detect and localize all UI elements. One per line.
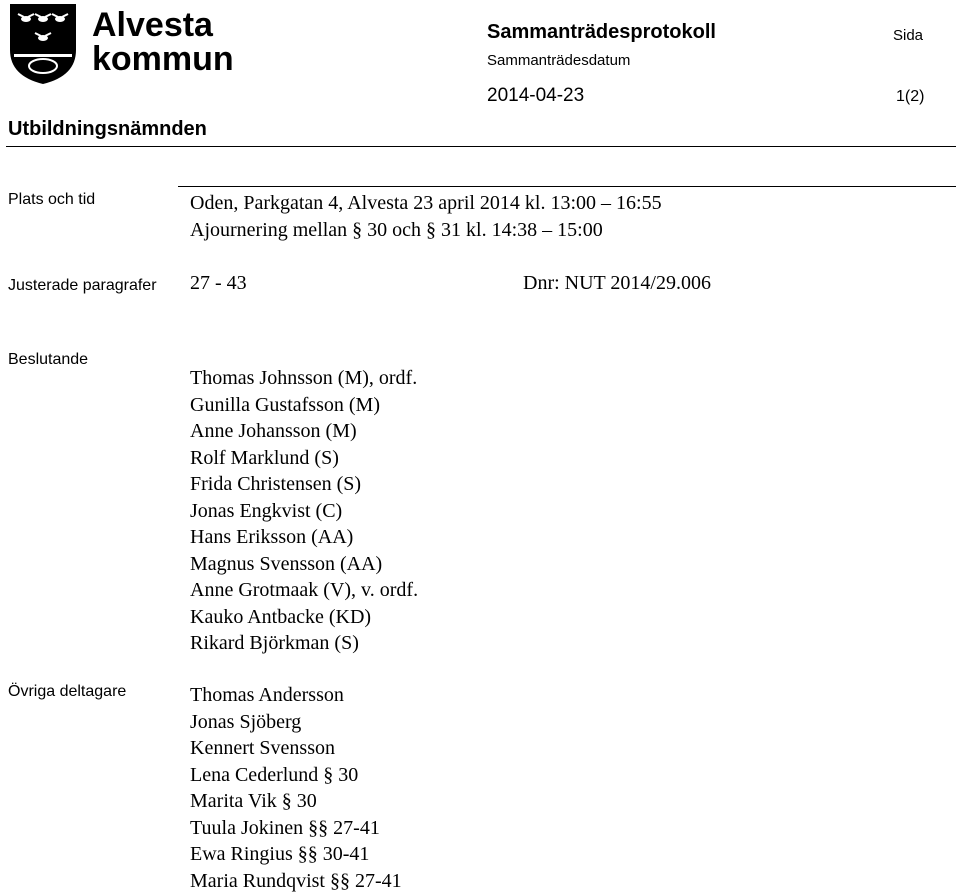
page-label: Sida: [893, 27, 924, 44]
list-item: Lena Cederlund § 30: [190, 763, 359, 786]
section-divider: [178, 186, 956, 187]
list-item: Rolf Marklund (S): [190, 446, 339, 469]
list-item: Maria Rundqvist §§ 27-41: [190, 869, 402, 892]
list-item: Tuula Jokinen §§ 27-41: [190, 816, 380, 839]
list-item: Marita Vik § 30: [190, 790, 317, 812]
list-item: Gunilla Gustafsson (M): [190, 393, 380, 416]
list-item: Thomas Johnsson (M), ordf.: [190, 367, 418, 389]
committee-name: Utbildningsnämnden: [8, 118, 207, 140]
list-item: Rikard Björkman (S): [190, 632, 359, 654]
list-item: Kennert Svensson: [190, 737, 335, 759]
list-item: Frida Christensen (S): [190, 473, 362, 495]
deciding-members-list: [190, 365, 418, 657]
alvesta-kommun-logo: [8, 2, 248, 86]
logo-text-alvesta: Alvesta: [92, 6, 213, 44]
list-item: Thomas Andersson: [190, 684, 344, 706]
meeting-date-label: Sammanträdesdatum: [487, 52, 631, 69]
deciding-label: Beslutande: [8, 351, 89, 368]
place-label: Plats och tid: [8, 191, 96, 208]
paragraphs-value: 27 - 43: [190, 272, 247, 294]
adjournment-time: Ajournering mellan § 30 och § 31 kl. 14:38 – 15:00: [190, 219, 603, 241]
list-item: Jonas Engkvist (C): [190, 499, 343, 522]
list-item: Kauko Antbacke (KD): [190, 605, 372, 628]
logo-text-kommun: kommun: [92, 40, 234, 78]
list-item: Hans Eriksson (AA): [190, 526, 354, 548]
page-number: 1(2): [896, 88, 925, 105]
list-item: Ewa Ringius §§ 30-41: [190, 843, 370, 865]
place-and-time: Oden, Parkgatan 4, Alvesta 23 april 2014 kl. 13:00 – 16:55: [190, 192, 662, 214]
list-item: Jonas Sjöberg: [190, 710, 302, 733]
other-participants-list: [190, 682, 402, 894]
other-participants-label: Övriga deltagare: [8, 683, 127, 700]
list-item: Magnus Svensson (AA): [190, 552, 383, 575]
coat-of-arms-icon: [10, 4, 76, 84]
paragraphs-label: Justerade paragrafer: [8, 277, 157, 294]
dnr-number: Dnr: NUT 2014/29.006: [523, 272, 711, 294]
document-title: Sammanträdesprotokoll: [487, 21, 716, 43]
meeting-date: 2014-04-23: [487, 85, 585, 106]
header-divider: [6, 146, 956, 147]
list-item: Anne Johansson (M): [190, 420, 357, 442]
list-item: Anne Grotmaak (V), v. ordf.: [190, 579, 419, 601]
